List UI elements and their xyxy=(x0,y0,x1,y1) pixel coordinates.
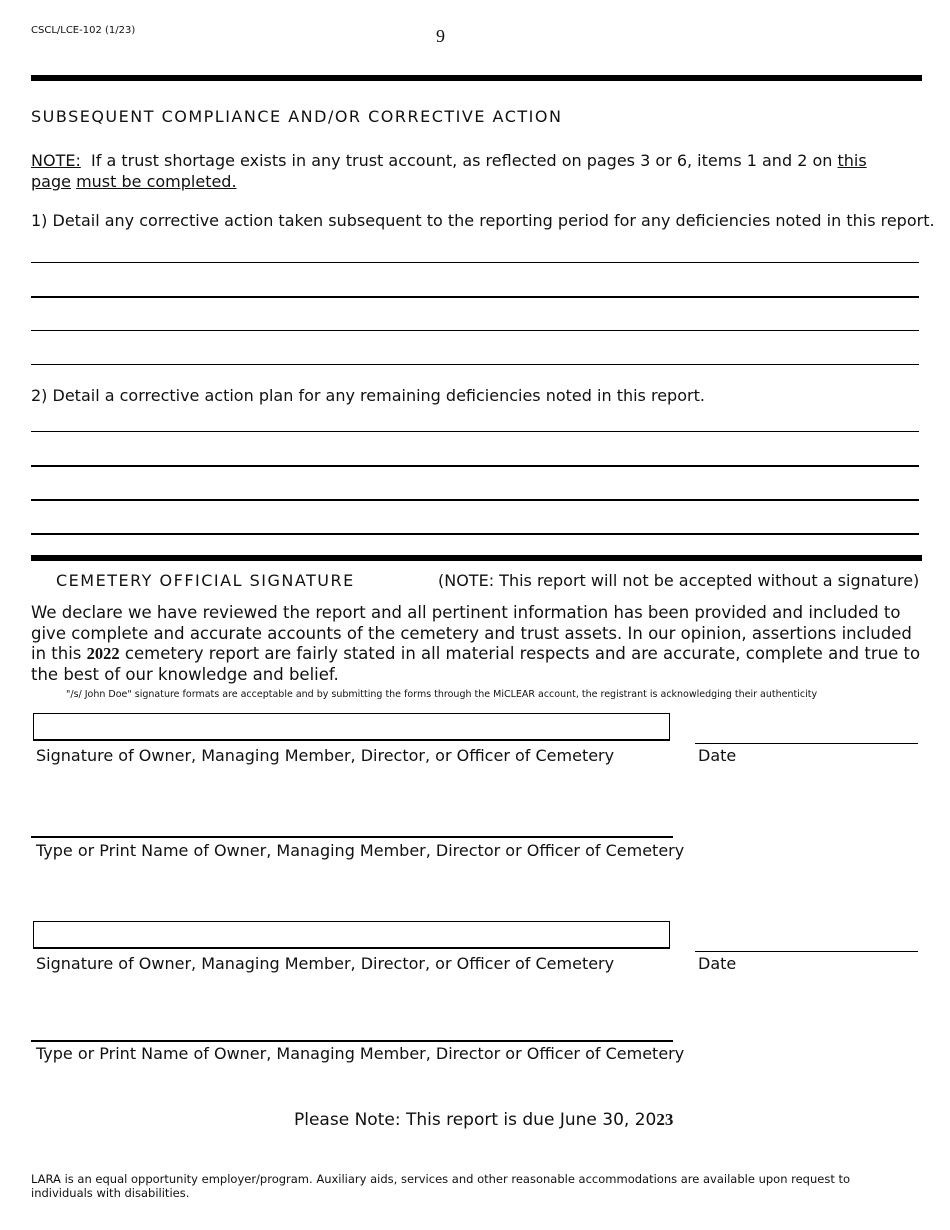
declaration-text xyxy=(31,603,926,685)
section-title-signature: CEMETERY OFFICIAL SIGNATURE xyxy=(56,571,355,590)
note-label: NOTE: xyxy=(31,151,81,170)
signature-field-2[interactable] xyxy=(33,921,670,949)
item-1-line-2[interactable] xyxy=(31,296,919,298)
note-text: If a trust shortage exists in any trust account, as reflected on pages 3 or 6, items 1 and 2 on xyxy=(91,151,833,170)
date-line-1[interactable] xyxy=(695,743,918,744)
trust-shortage-note xyxy=(31,150,871,192)
item-2-line-3[interactable] xyxy=(31,499,919,501)
print-name-line-2[interactable] xyxy=(31,1040,673,1042)
item-1-line-4[interactable] xyxy=(31,364,919,365)
due-date-note xyxy=(294,1110,673,1130)
note-text-end: must be completed. xyxy=(76,172,237,191)
item-2-line-1[interactable] xyxy=(31,431,919,432)
item-2-prompt: 2) Detail a corrective action plan for any remaining deficiencies noted in this report. xyxy=(31,386,705,405)
note-link: this page xyxy=(31,151,867,191)
signature-divider xyxy=(31,555,922,561)
print-name-label-1: Type or Print Name of Owner, Managing Member, Director or Officer of Cemetery xyxy=(36,841,685,860)
form-number: CSCL/LCE-102 (1/23) xyxy=(31,25,136,36)
declaration-part-2: cemetery report are fairly stated in all material respects and are accurate, complete and true to the best of our knowledge and belief. xyxy=(31,644,921,684)
top-divider xyxy=(31,75,922,81)
due-year-suffix: 23 xyxy=(656,1110,674,1129)
print-name-label-2: Type or Print Name of Owner, Managing Member, Director or Officer of Cemetery xyxy=(36,1044,685,1063)
item-2-line-2[interactable] xyxy=(31,465,919,467)
signature-required-note: (NOTE: This report will not be accepted without a signature) xyxy=(438,571,920,590)
print-name-line-1[interactable] xyxy=(31,836,673,838)
date-label-1: Date xyxy=(698,746,737,765)
item-1-line-1[interactable] xyxy=(31,262,919,263)
section-title-compliance: SUBSEQUENT COMPLIANCE AND/OR CORRECTIVE ACTION xyxy=(31,107,563,126)
item-1-line-3[interactable] xyxy=(31,330,919,331)
page-number: 9 xyxy=(436,26,445,46)
date-label-2: Date xyxy=(698,954,737,973)
declaration-part-1: We declare we have reviewed the report and all pertinent information has been provided and included to give complete and accurate accounts of the cemetery and trust assets. In our opinion, assertions included in this xyxy=(31,603,912,663)
equal-opportunity-footer: LARA is an equal opportunity employer/program. Auxiliary aids, services and other reasonable accommodations are available upon request to individuals with disabilities. xyxy=(31,1172,851,1200)
item-1-prompt: 1) Detail any corrective action taken subsequent to the reporting period for any deficiencies noted in this report. xyxy=(31,211,935,230)
signature-format-note: "/s/ John Doe" signature formats are acceptable and by submitting the forms through the MiCLEAR account, the registrant is acknowledging their authenticity xyxy=(66,689,818,700)
date-line-2[interactable] xyxy=(695,951,918,952)
signature-field-1[interactable] xyxy=(33,713,670,741)
signature-label-2: Signature of Owner, Managing Member, Director, or Officer of Cemetery xyxy=(36,954,615,973)
item-2-line-4[interactable] xyxy=(31,533,919,535)
due-text: Please Note: This report is due June 30, 20 xyxy=(294,1110,657,1130)
declaration-year: 2022 xyxy=(86,644,120,663)
signature-label-1: Signature of Owner, Managing Member, Director, or Officer of Cemetery xyxy=(36,746,615,765)
